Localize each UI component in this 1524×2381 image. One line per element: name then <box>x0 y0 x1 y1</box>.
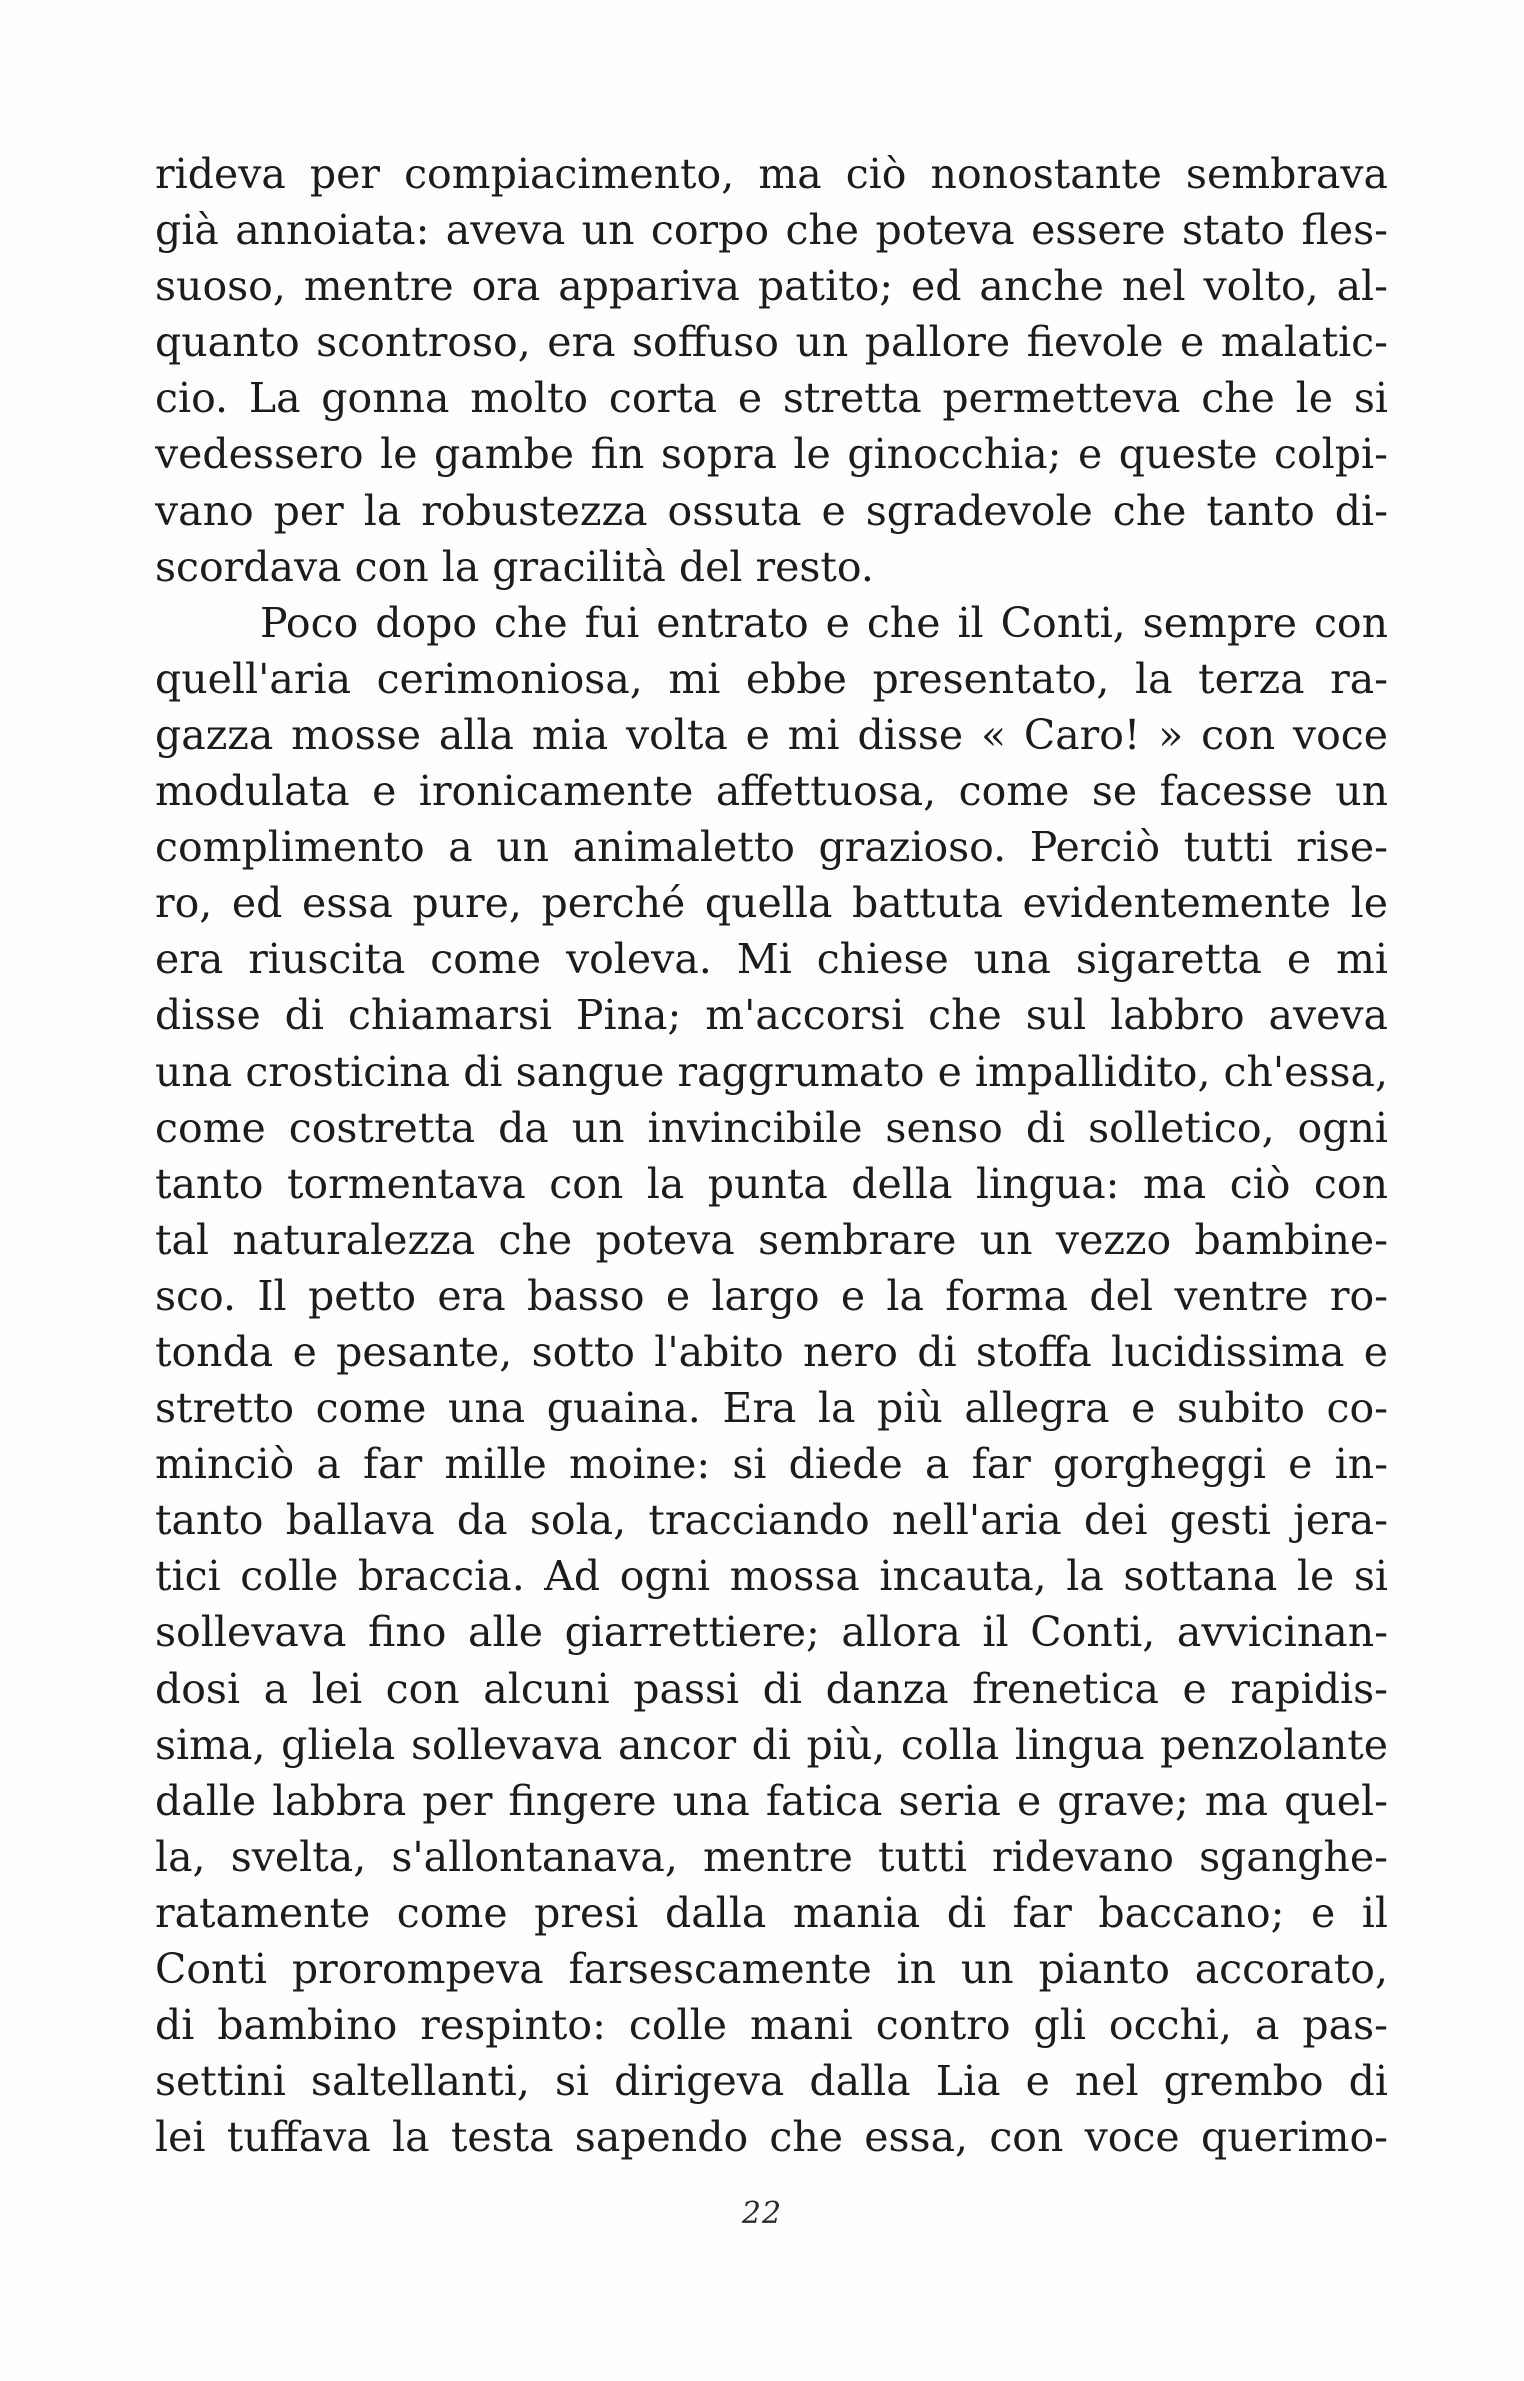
text-line: tanto ballava da sola, tracciando nell'aria dei gesti jera- <box>155 1496 1388 1545</box>
text-line: tonda e pesante, sotto l'abito nero di stoffa lucidissima e <box>155 1327 1388 1376</box>
text-line: sima, gliela sollevava ancor di più, colla lingua penzolante <box>155 1720 1388 1769</box>
text-line: dosi a lei con alcuni passi di danza frenetica e rapidis- <box>155 1664 1388 1713</box>
text-line: dalle labbra per fingere una fatica seria e grave; ma quel- <box>155 1776 1388 1825</box>
text-line: minciò a far mille moine: si diede a far gorgheggi e in- <box>155 1440 1388 1489</box>
text-line: ratamente come presi dalla mania di far baccano; e il <box>155 1888 1388 1937</box>
text-line: disse di chiamarsi Pina; m'accorsi che sul labbro aveva <box>155 991 1388 1040</box>
text-line: era riuscita come voleva. Mi chiese una sigaretta e mi <box>155 935 1388 984</box>
text-line: gazza mosse alla mia volta e mi disse « Caro! » con voce <box>155 710 1388 759</box>
text-line: scordava con la gracilità del resto. <box>155 542 874 591</box>
text-line: suoso, mentre ora appariva patito; ed anche nel volto, al- <box>155 262 1388 311</box>
text-line: già annoiata: aveva un corpo che poteva essere stato fles- <box>155 206 1388 255</box>
text-line: sco. Il petto era basso e largo e la forma del ventre ro- <box>155 1271 1388 1320</box>
text-line: di bambino respinto: colle mani contro gli occhi, a pas- <box>155 2001 1388 2050</box>
page-number: 22 <box>741 2196 783 2231</box>
text-line: quell'aria cerimoniosa, mi ebbe presentato, la terza ra- <box>155 654 1388 703</box>
text-line: una crosticina di sangue raggrumato e impallidito, ch'essa, <box>155 1047 1388 1096</box>
text-line: Conti prorompeva farsescamente in un pianto accorato, <box>155 1945 1388 1993</box>
text-line: Poco dopo che fui entrato e che il Conti, sempre con <box>260 598 1388 647</box>
text-line: complimento a un animaletto grazioso. Perciò tutti rise- <box>155 823 1388 872</box>
text-line: tal naturalezza che poteva sembrare un vezzo bambine- <box>155 1215 1388 1264</box>
text-line: quanto scontroso, era soffuso un pallore fievole e malatic- <box>155 318 1388 367</box>
text-line: settini saltellanti, si dirigeva dalla Lia e nel grembo di <box>155 2057 1388 2106</box>
text-line: modulata e ironicamente affettuosa, come se facesse un <box>155 767 1388 816</box>
text-line: cio. La gonna molto corta e stretta permetteva che le si <box>155 374 1388 423</box>
text-line: stretto come una guaina. Era la più allegra e subito co- <box>155 1384 1388 1433</box>
text-line: lei tuffava la testa sapendo che essa, con voce querimo- <box>155 2113 1388 2162</box>
text-line: vedessero le gambe fin sopra le ginocchia; e queste colpi- <box>155 430 1388 479</box>
text-line: tanto tormentava con la punta della lingua: ma ciò con <box>155 1159 1388 1208</box>
text-line: tici colle braccia. Ad ogni mossa incauta, la sottana le si <box>155 1552 1388 1601</box>
text-line: ro, ed essa pure, perché quella battuta evidentemente le <box>155 879 1388 928</box>
text-line: rideva per compiacimento, ma ciò nonostante sembrava <box>155 150 1388 198</box>
text-line: come costretta da un invincibile senso di solletico, ogni <box>155 1103 1388 1152</box>
body-text <box>155 146 1388 2165</box>
text-line: sollevava fino alle giarrettiere; allora il Conti, avvicinan- <box>155 1608 1388 1657</box>
text-line: la, svelta, s'allontanava, mentre tutti ridevano sganghe- <box>155 1832 1388 1881</box>
text-line: vano per la robustezza ossuta e sgradevole che tanto di- <box>155 486 1388 535</box>
